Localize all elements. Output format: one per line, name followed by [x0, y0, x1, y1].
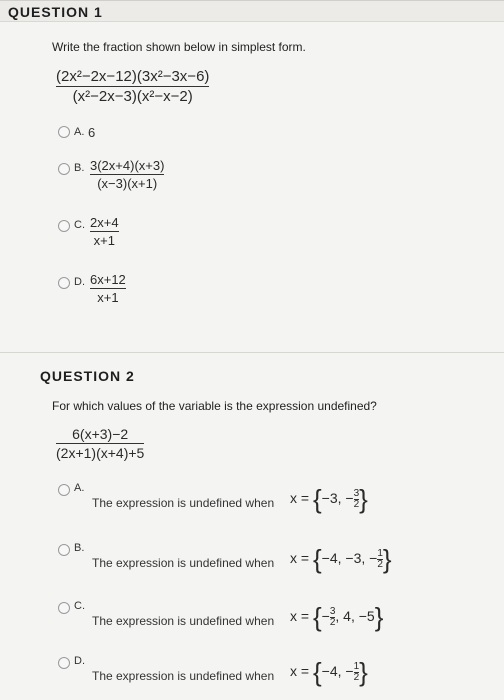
question-2-title: QUESTION 2 [40, 368, 135, 384]
q2-option-c-letter: C. [74, 600, 85, 612]
q2-option-d-radio[interactable] [58, 657, 70, 669]
question-2-denominator: (2x+1)(x+4)+5 [56, 445, 145, 461]
fraction-bar [56, 86, 209, 87]
left-brace: { [312, 544, 322, 574]
q1-option-b-fraction [90, 158, 164, 191]
q2-option-b-set [290, 544, 392, 575]
question-1-prompt: Write the fraction shown below in simplest form. [52, 40, 306, 54]
q1-option-d-denominator: x+1 [97, 290, 119, 305]
q1-option-c-letter: C. [74, 219, 85, 231]
q2-option-d-set [290, 657, 368, 688]
q1-option-c-fraction [90, 215, 119, 248]
q1-option-c-numerator: 2x+4 [90, 215, 119, 230]
q2-option-c-text: The expression is undefined when [92, 614, 275, 628]
q1-option-b-denominator: (x−3)(x+1) [97, 176, 158, 191]
left-brace: { [312, 657, 322, 687]
question-2-prompt: For which values of the variable is the expression undefined? [52, 399, 377, 413]
fraction-bar [90, 288, 126, 289]
q2-option-a-set [290, 484, 368, 515]
question-2-numerator: 6(x+3)−2 [72, 426, 129, 442]
q1-option-d-fraction [90, 272, 126, 305]
q2-option-d-text: The expression is undefined when [92, 669, 275, 683]
question-1-expression [56, 68, 209, 105]
fraction-bar [56, 443, 144, 444]
q2-option-a-letter: A. [74, 482, 85, 494]
fraction-denominator: 2 [329, 617, 336, 628]
fraction-numerator: 3 [329, 606, 336, 617]
fraction-numerator: 3 [353, 488, 360, 499]
fraction-denominator: 2 [377, 559, 383, 570]
fraction-denominator: 2 [353, 499, 360, 510]
x-equals: x = [290, 663, 310, 680]
q1-option-c-radio[interactable] [58, 220, 70, 232]
fraction-bar [90, 231, 119, 232]
q2-option-b-radio[interactable] [58, 544, 70, 556]
left-brace: { [312, 602, 322, 632]
fraction-numerator: 1 [377, 548, 383, 559]
q1-option-a-text: 6 [88, 125, 96, 140]
right-brace: } [382, 544, 392, 574]
question-1-title: QUESTION 1 [8, 4, 103, 20]
set-values: −4, − [321, 663, 354, 680]
q1-option-a-letter: A. [74, 126, 85, 138]
question-1-denominator: (x²−2x−3)(x²−x−2) [72, 88, 193, 105]
q1-option-d-radio[interactable] [58, 277, 70, 289]
q2-option-a-radio[interactable] [58, 484, 70, 496]
set-values: −4, −3, − [321, 550, 378, 567]
q1-option-a-radio[interactable] [58, 126, 70, 138]
right-brace: } [374, 602, 384, 632]
set-values: − [321, 608, 330, 625]
q1-option-b-letter: B. [74, 162, 85, 174]
q1-option-d-letter: D. [74, 276, 85, 288]
set-values-tail: , 4, −5 [335, 608, 375, 625]
right-brace: } [359, 484, 368, 514]
q2-option-b-letter: B. [74, 542, 85, 554]
left-brace: { [312, 484, 322, 514]
q2-option-c-radio[interactable] [58, 602, 70, 614]
q2-option-b-text: The expression is undefined when [92, 556, 275, 570]
fraction-numerator: 1 [353, 661, 360, 672]
x-equals: x = [290, 490, 310, 507]
right-brace: } [359, 657, 368, 687]
set-values: −3, − [321, 490, 354, 507]
q1-option-b-radio[interactable] [58, 163, 70, 175]
x-equals: x = [290, 608, 310, 625]
section-divider [0, 352, 504, 353]
q1-option-b-numerator: 3(2x+4)(x+3) [90, 158, 165, 173]
fraction-denominator: 2 [353, 672, 360, 683]
x-equals: x = [290, 550, 310, 567]
q2-option-a-text: The expression is undefined when [92, 496, 275, 510]
q2-option-c-set [290, 602, 383, 633]
question-1-numerator: (2x²−2x−12)(3x²−3x−6) [56, 68, 210, 85]
question-2-expression [56, 426, 144, 461]
q2-option-d-letter: D. [74, 655, 85, 667]
q1-option-c-denominator: x+1 [93, 233, 115, 248]
q1-option-d-numerator: 6x+12 [90, 272, 126, 287]
fraction-bar [90, 174, 164, 175]
